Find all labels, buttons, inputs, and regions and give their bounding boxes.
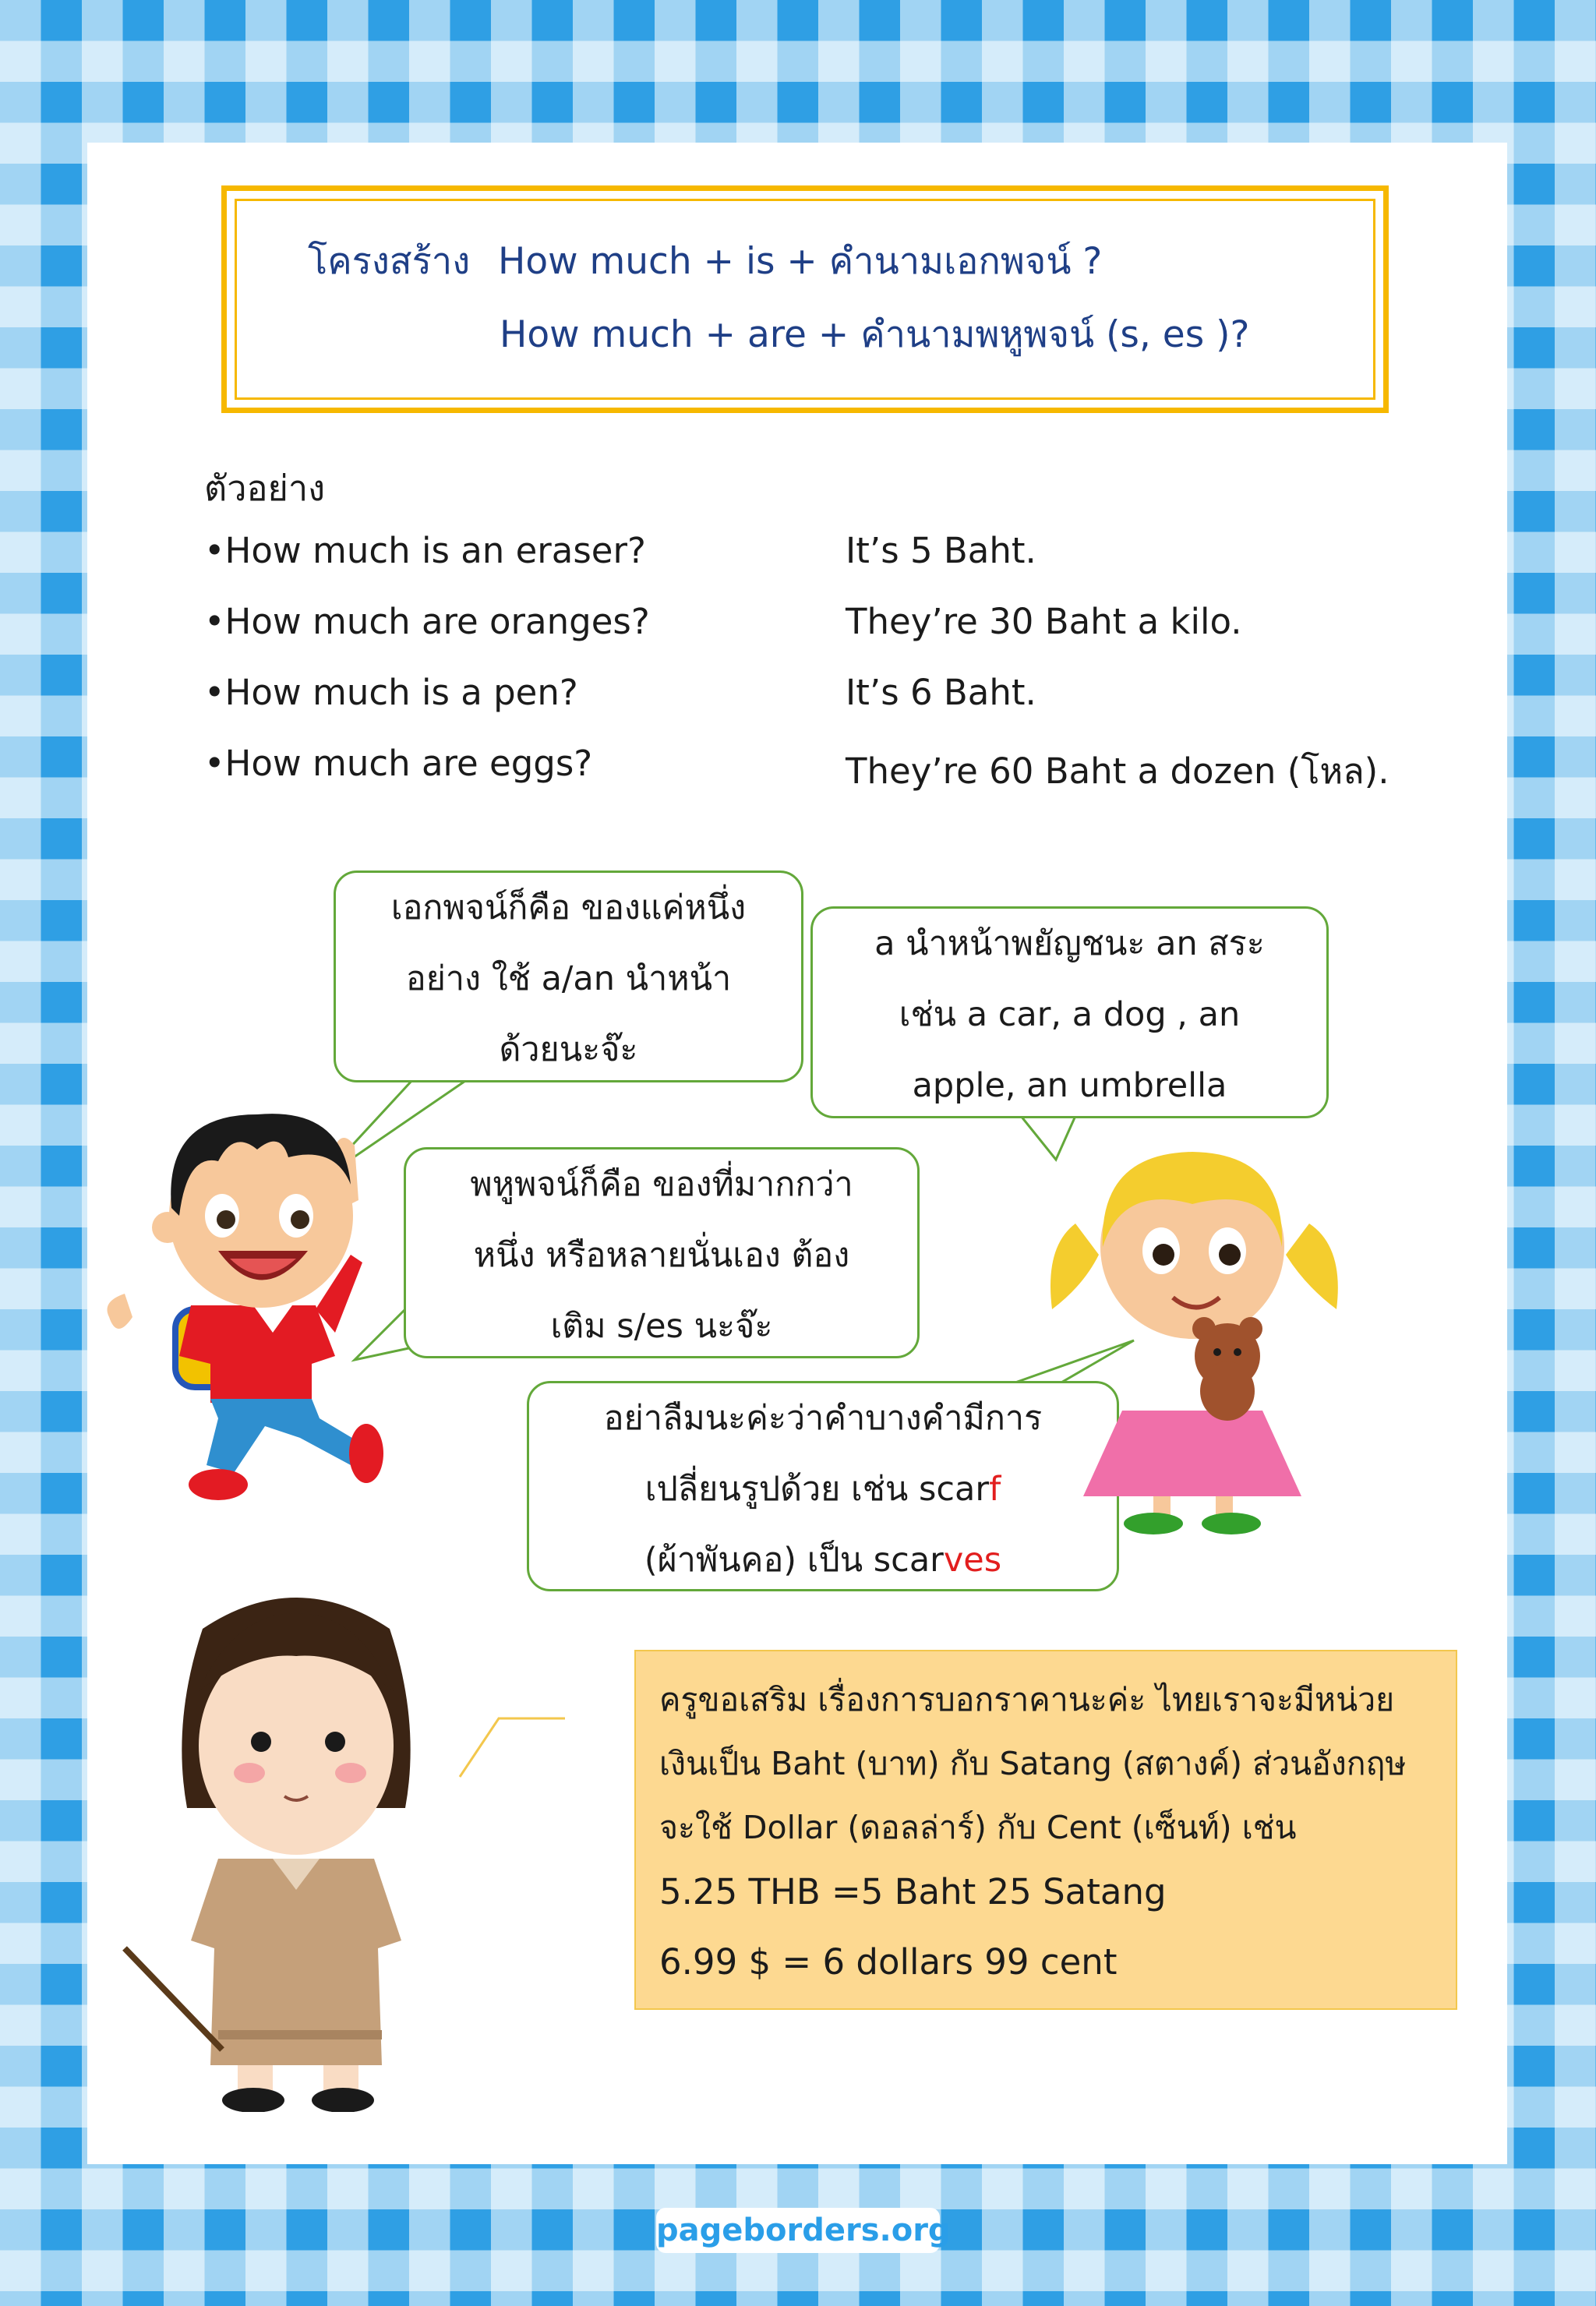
boy-illustration (101, 1083, 397, 1504)
bubble-line: เติม s/es นะจ๊ะ (550, 1307, 773, 1346)
teacher-illustration (109, 1582, 452, 2112)
bubble-line: หนึ่ง หรือหลายนั่นเอง ต้อง (473, 1236, 850, 1275)
bubble-line (529, 1525, 1117, 1596)
speech-bubble-singular (334, 870, 803, 1082)
bubble-text: เปลี่ยนรูปด้วย เช่น scar (644, 1470, 990, 1509)
speech-bubble-plural (404, 1147, 920, 1358)
bubble-line: อย่าง ใช้ a/an นำหน้า (405, 959, 732, 998)
bubble-line (529, 1454, 1117, 1525)
note-line: จะใช้ Dollar (ดอลล่าร์) กับ Cent (เซ็นท์) เช่น (659, 1809, 1297, 1846)
bubble-line: เช่น a car, a dog , an (899, 995, 1241, 1034)
highlight-text: ves (943, 1541, 1002, 1580)
example-answer: They’re 60 Baht a dozen (โหล). (846, 750, 1389, 792)
girl-illustration (1036, 1130, 1348, 1535)
example-question: •How much is an eraser? (204, 530, 646, 571)
teacher-note (634, 1650, 1457, 2010)
bubble-line: เอกพจน์ก็คือ ของแค่หนึ่ง (390, 888, 747, 927)
structure-box (221, 185, 1389, 413)
note-line: 6.99 $ = 6 dollars 99 cent (659, 1941, 1118, 1983)
example-question: •How much are oranges? (204, 601, 650, 642)
speech-bubble-irregular (527, 1381, 1119, 1591)
example-answer: It’s 6 Baht. (846, 672, 1036, 713)
example-question: •How much is a pen? (204, 672, 578, 713)
footer-logo: pageborders.org (656, 2208, 940, 2253)
bubble-line: apple, an umbrella (912, 1066, 1227, 1105)
bubble-text: (ผ้าพันคอ) เป็น scar (644, 1541, 944, 1580)
note-line: 5.25 THB =5 Baht 25 Satang (659, 1871, 1167, 1912)
example-answer: They’re 30 Baht a kilo. (846, 601, 1242, 642)
formula-singular: How much + is + คำนามเอกพจน์ ? (498, 240, 1103, 283)
bubble-line: พหูพจน์ก็คือ ของที่มากกว่า (470, 1165, 853, 1204)
bubble-line: อย่าลืมนะค่ะว่าคำบางคำมีการ (603, 1399, 1043, 1438)
bubble-line: a นำหน้าพยัญชนะ an สระ (874, 924, 1265, 963)
example-question: •How much are eggs? (204, 743, 593, 784)
formula-plural: How much + are + คำนามพหูพจน์ (s, es )? (500, 313, 1250, 356)
examples-label: ตัวอย่าง (204, 468, 326, 509)
example-answer: It’s 5 Baht. (846, 530, 1036, 571)
bubble-line: ด้วยนะจ๊ะ (499, 1030, 638, 1069)
note-line: ครูขอเสริม เรื่องการบอกราคานะค่ะ ไทยเราจะมีหน่วย (659, 1681, 1395, 1718)
speech-bubble-article (810, 906, 1329, 1118)
note-line: เงินเป็น Baht (บาท) กับ Satang (สตางค์) ส่วนอังกฤษ (659, 1745, 1407, 1782)
structure-label: โครงสร้าง (308, 240, 471, 283)
highlight-text: f (989, 1470, 1001, 1509)
